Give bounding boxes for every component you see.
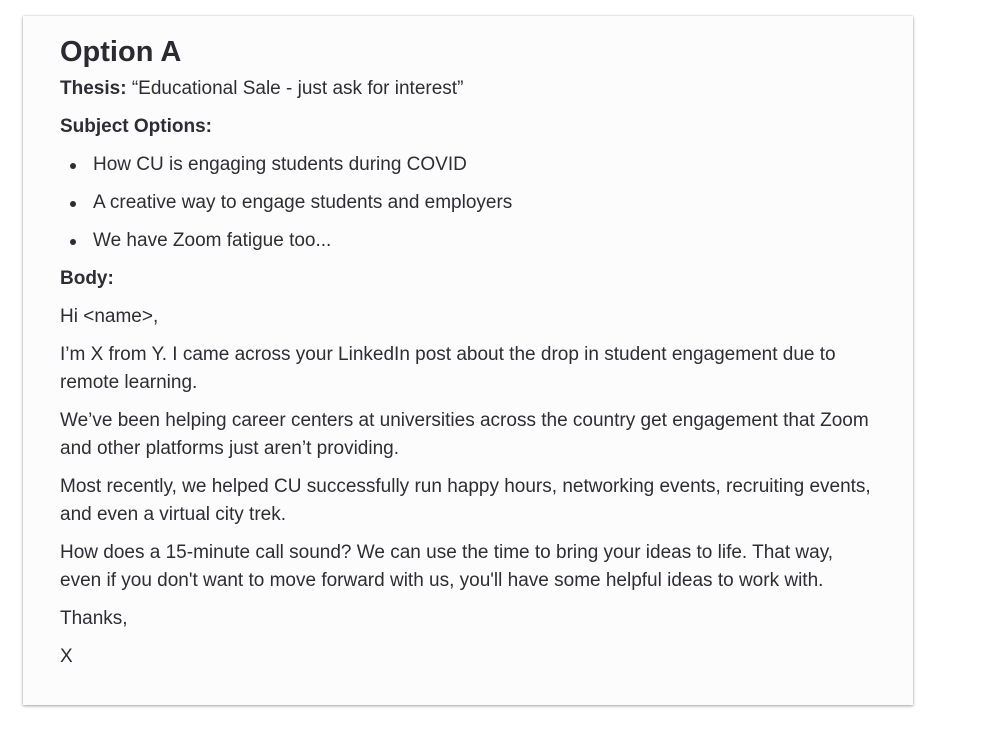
list-item	[93, 227, 877, 255]
list-item	[93, 151, 877, 179]
body-paragraph: We’ve been helping career centers at universities across the country get engagement that Zoom and other platforms just aren’t providing.	[60, 410, 869, 459]
subject-option-text: A creative way to engage students and employers	[93, 192, 513, 213]
body-label: Body:	[60, 268, 114, 289]
subject-option-text: How CU is engaging students during COVID	[93, 154, 467, 175]
thesis-text: “Educational Sale - just ask for interest”	[131, 78, 464, 99]
body-greeting: Hi <name>,	[60, 306, 159, 327]
body-paragraph: How does a 15-minute call sound? We can use the time to bring your ideas to life. That way, even if you don't want to move forward with us, you'll have some helpful ideas to work with.	[60, 542, 834, 591]
bullet-icon	[70, 201, 76, 207]
body-signature: X	[60, 646, 73, 667]
body-signoff: Thanks,	[60, 608, 128, 629]
thesis-line	[60, 75, 877, 103]
bullet-icon	[70, 239, 76, 245]
thesis-label: Thesis:	[60, 78, 127, 99]
bullet-icon	[70, 163, 76, 169]
document-card	[23, 16, 913, 705]
subject-options-label: Subject Options:	[60, 116, 212, 137]
subject-options-list	[60, 151, 877, 255]
document-title: Option A	[60, 36, 182, 68]
body-paragraph: I’m X from Y. I came across your LinkedIn post about the drop in student engagement due to remote learning.	[60, 344, 836, 393]
list-item	[93, 189, 877, 217]
body-paragraph: Most recently, we helped CU successfully run happy hours, networking events, recruiting events, and even a virtual city trek.	[60, 476, 871, 525]
subject-option-text: We have Zoom fatigue too...	[93, 230, 332, 251]
